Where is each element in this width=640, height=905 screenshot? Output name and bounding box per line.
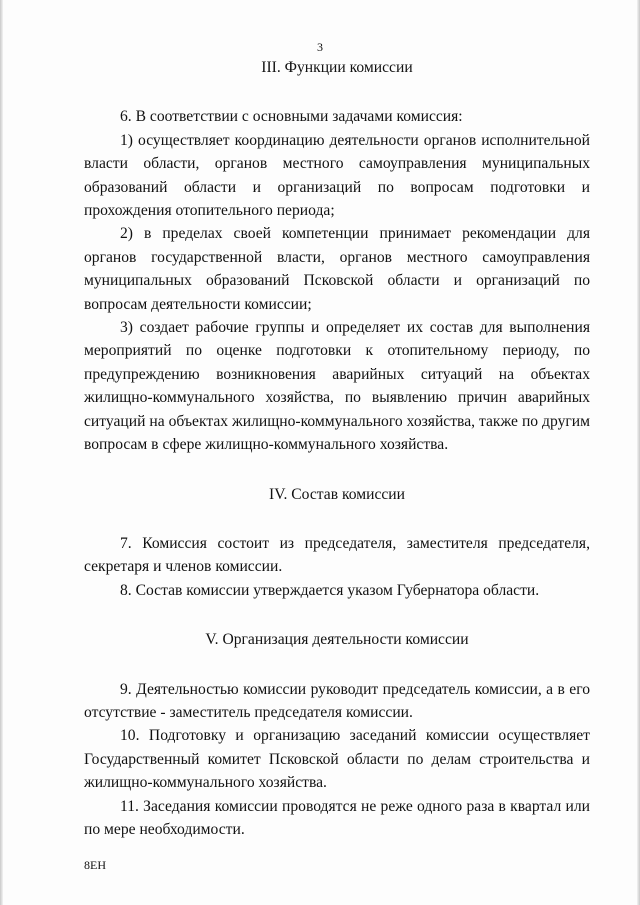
spacer xyxy=(84,79,590,105)
paragraph-8: 8. Состав комиссии утверждается указом Губернатора области. xyxy=(120,581,540,599)
page-number: 3 xyxy=(317,40,323,54)
spacer xyxy=(84,652,590,678)
spacer xyxy=(84,602,590,628)
document-body xyxy=(84,56,590,841)
section-title-organization: V. Организация деятельности комиссии xyxy=(205,631,469,649)
paragraph-6-2: 2) в пределах своей компетенции принимает рекомендации для органов государственной власти, органов местного самоуправления муниципальных образований Псковской области и организаций по вопросам деятельности комиссии; xyxy=(84,225,590,313)
spacer xyxy=(84,506,590,532)
footer-code: 8ЕН xyxy=(84,858,106,872)
paragraph-6-3: 3) создает рабочие группы и определяет их состав для выполнения мероприятий по оценке подготовки к отопительному периоду, по предупреждению возникновения аварийных ситуаций на объектах жилищно-коммунального хозяйства, по выявлению причин аварийных ситуаций на объектах жилищно-коммунального хозяйства, также по другим вопросам в сфере жилищно-коммунального хозяйства. xyxy=(84,319,590,454)
paragraph-11: 11. Заседания комиссии проводятся не реже одного раза в квартал или по мере необходимости. xyxy=(84,797,590,838)
paragraph-7: 7. Комиссия состоит из председателя, заместителя председателя, секретаря и членов комиссии. xyxy=(84,534,590,576)
spacer xyxy=(84,457,590,483)
paragraph-6-1: 1) осуществляет координацию деятельности органов исполнительной власти области, органов местного самоуправления муниципальных образований области и организаций по вопросам подготовки и прохождения отопительного периода; xyxy=(84,131,590,220)
paragraph-6: 6. В соответствии с основными задачами комиссия: xyxy=(120,108,463,126)
scan-edge-left xyxy=(0,0,3,905)
paragraph-9: 9. Деятельностью комиссии руководит председатель комиссии, а в его отсутствие - заместитель председателя комиссии. xyxy=(84,680,590,721)
paragraph-10: 10. Подготовку и организацию заседаний комиссии осуществляет Государственный комитет Псковской области по делам строительства и жилищно-коммунального хозяйства. xyxy=(84,727,590,792)
section-title-composition: IV. Состав комиссии xyxy=(269,485,405,503)
section-title-functions: III. Функции комиссии xyxy=(261,59,413,76)
